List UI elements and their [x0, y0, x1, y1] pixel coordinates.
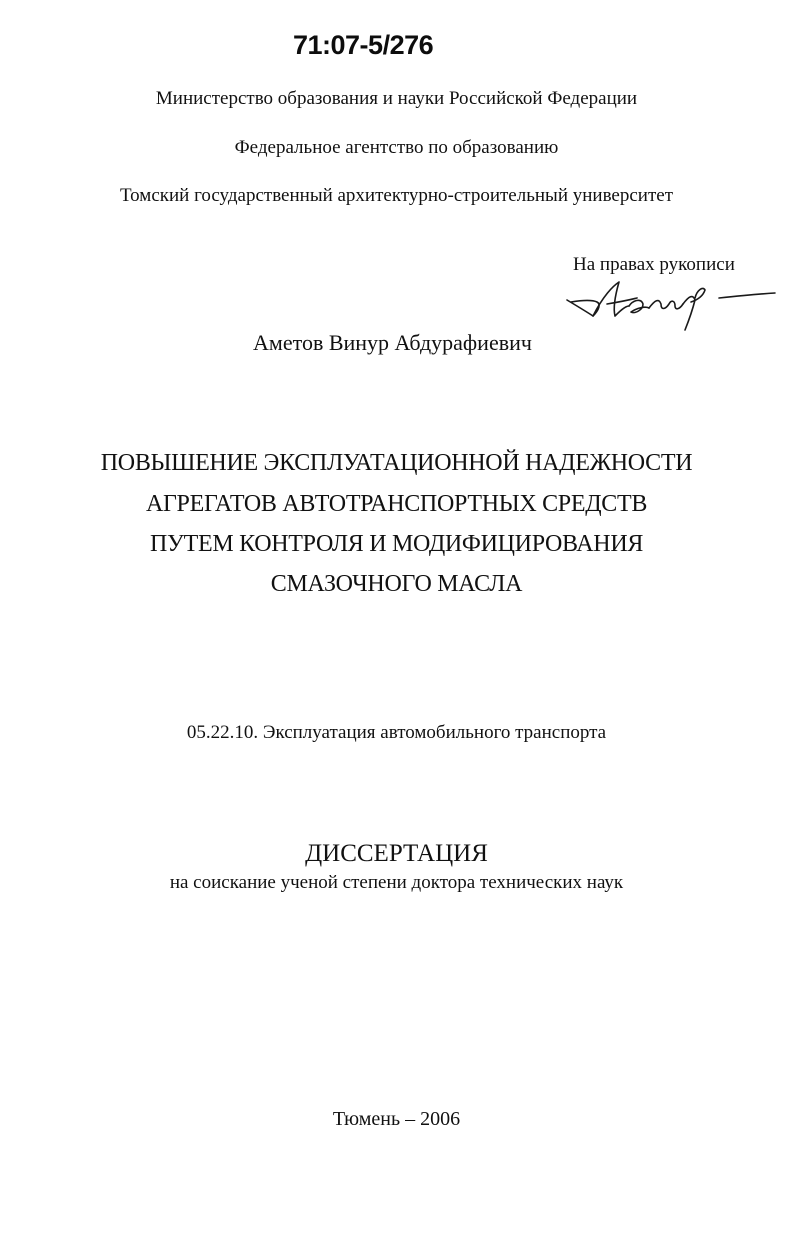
place-year: Тюмень – 2006: [332, 1108, 461, 1130]
agency-name: Федеральное агентство по образованию: [234, 137, 559, 158]
ministry-name: Министерство образования и науки Российской Федерации: [155, 88, 638, 109]
university-name: Томский государственный архитектурно-строительный университет: [119, 185, 674, 206]
manuscript-note: На правах рукописи: [573, 254, 735, 275]
title-line-2: АГРЕГАТОВ АВТОТРАНСПОРТНЫХ СРЕДСТВ: [145, 491, 648, 517]
degree-line: на соискание ученой степени доктора технических наук: [169, 872, 624, 893]
work-type: ДИССЕРТАЦИЯ: [305, 840, 488, 867]
author-name: Аметов Винур Абдурафиевич: [253, 330, 532, 355]
title-line-4: СМАЗОЧНОГО МАСЛА: [270, 571, 523, 597]
title-line-3: ПУТЕМ КОНТРОЛЯ И МОДИФИЦИРОВАНИЯ: [149, 531, 644, 557]
archive-code: 71:07-5/276: [293, 30, 434, 60]
specialty: 05.22.10. Эксплуатация автомобильного транспорта: [186, 722, 607, 743]
author-signature: [563, 276, 778, 336]
title-line-1: ПОВЫШЕНИЕ ЭКСПЛУАТАЦИОННОЙ НАДЕЖНОСТИ: [100, 450, 693, 476]
